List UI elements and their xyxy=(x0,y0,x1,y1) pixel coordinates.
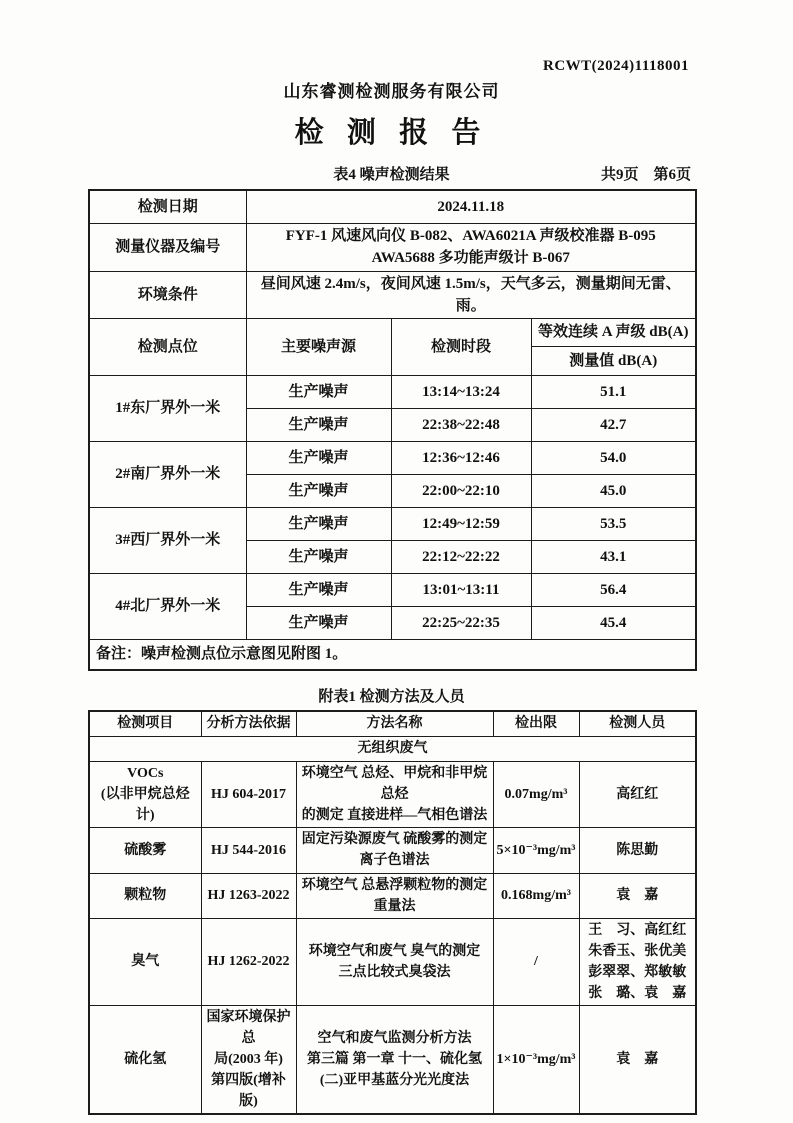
noise-table xyxy=(88,189,697,671)
report-title: 检 测 报 告 xyxy=(294,117,489,149)
noise-value-cell: 53.5 xyxy=(531,507,696,540)
basis-line: 局(2003 年) xyxy=(214,1051,283,1067)
noise-value-cell: 45.4 xyxy=(531,606,696,639)
instruments-line-2: AWA5688 多功能声级计 B-067 xyxy=(371,250,570,266)
noise-header-level-sub: 测量值 dB(A) xyxy=(531,346,696,375)
methods-basis-cell: HJ 1262-2022 xyxy=(201,918,296,1005)
methods-row xyxy=(89,873,696,918)
noise-value-cell: 51.1 xyxy=(531,375,696,408)
noise-source-cell: 生产噪声 xyxy=(246,573,391,606)
methods-method-cell xyxy=(296,918,493,1005)
method-line: 固定污染源废气 硫酸雾的测定 xyxy=(301,832,488,847)
noise-source-cell: 生产噪声 xyxy=(246,606,391,639)
info-value-date: 2024.11.18 xyxy=(246,190,696,223)
personnel-line: 彭翠翠、郑敏敏 xyxy=(588,964,687,980)
methods-header-method: 方法名称 xyxy=(296,711,493,736)
personnel-line: 王 习、高红红 xyxy=(588,922,687,938)
noise-value-cell: 54.0 xyxy=(531,441,696,474)
methods-header-row xyxy=(89,711,696,736)
noise-point-cell: 3#西厂界外一米 xyxy=(89,507,246,573)
methods-row xyxy=(89,761,696,827)
methods-basis-cell: HJ 544-2016 xyxy=(201,827,296,873)
noise-source-cell: 生产噪声 xyxy=(246,408,391,441)
noise-point-cell: 4#北厂界外一米 xyxy=(89,573,246,639)
methods-limit-cell: 0.07mg/m³ xyxy=(493,761,579,827)
noise-value-cell: 42.7 xyxy=(531,408,696,441)
methods-personnel-cell: 袁 嘉 xyxy=(579,1005,696,1114)
noise-period-cell: 22:38~22:48 xyxy=(391,408,531,441)
methods-limit-cell: 5×10⁻³mg/m³ xyxy=(493,827,579,873)
noise-header-point: 检测点位 xyxy=(89,318,246,375)
noise-header-row-1 xyxy=(89,318,696,346)
method-line: 重量法 xyxy=(373,898,416,914)
item-line: VOCs xyxy=(127,765,164,781)
methods-table-caption: 附表1 检测方法及人员 xyxy=(318,689,465,705)
noise-period-cell: 12:36~12:46 xyxy=(391,441,531,474)
personnel-line: 张 璐、袁 嘉 xyxy=(588,985,687,1001)
report-number: RCWT(2024)1118001 xyxy=(542,58,689,74)
methods-method-cell xyxy=(296,873,493,918)
noise-point-cell: 1#东厂界外一米 xyxy=(89,375,246,441)
page-count: 共9页 第6页 xyxy=(600,167,691,183)
methods-personnel-cell: 高红红 xyxy=(579,761,696,827)
noise-note: 备注：噪声检测点位示意图见附图 1。 xyxy=(89,639,696,670)
noise-row xyxy=(89,507,696,540)
methods-header-limit: 检出限 xyxy=(493,711,579,736)
noise-source-cell: 生产噪声 xyxy=(246,441,391,474)
noise-value-cell: 43.1 xyxy=(531,540,696,573)
table4-caption: 表4 噪声检测结果 xyxy=(333,167,450,183)
noise-row xyxy=(89,573,696,606)
noise-header-period: 检测时段 xyxy=(391,318,531,375)
methods-item-cell: 颗粒物 xyxy=(89,873,201,918)
basis-line: 国家环境保护总 xyxy=(206,1009,291,1046)
methods-limit-cell: 0.168mg/m³ xyxy=(493,873,579,918)
methods-header-item: 检测项目 xyxy=(89,711,201,736)
info-row-date xyxy=(89,190,696,223)
noise-period-cell: 12:49~12:59 xyxy=(391,507,531,540)
noise-header-level-group: 等效连续 A 声级 dB(A) xyxy=(531,318,696,346)
noise-period-cell: 13:01~13:11 xyxy=(391,573,531,606)
info-label-instruments: 测量仪器及编号 xyxy=(89,223,246,271)
methods-basis-cell xyxy=(201,1005,296,1114)
noise-period-cell: 22:00~22:10 xyxy=(391,474,531,507)
info-row-environment xyxy=(89,271,696,318)
methods-basis-cell: HJ 604-2017 xyxy=(201,761,296,827)
noise-source-cell: 生产噪声 xyxy=(246,375,391,408)
methods-limit-cell: 1×10⁻³mg/m³ xyxy=(493,1005,579,1114)
noise-source-cell: 生产噪声 xyxy=(246,507,391,540)
personnel-line: 朱香玉、张优美 xyxy=(588,943,687,959)
info-label-date: 检测日期 xyxy=(89,190,246,223)
methods-limit-cell: / xyxy=(493,918,579,1005)
basis-line: 第四版(增补版) xyxy=(211,1072,286,1109)
methods-item-cell: 硫化氢 xyxy=(89,1005,201,1114)
methods-personnel-cell: 袁 嘉 xyxy=(579,873,696,918)
methods-item-cell xyxy=(89,761,201,827)
method-line: 环境空气和废气 臭气的测定 xyxy=(308,943,481,959)
methods-method-cell xyxy=(296,761,493,827)
method-line: (二)亚甲基蓝分光光度法 xyxy=(319,1072,470,1088)
methods-table xyxy=(88,710,697,1115)
item-line: (以非甲烷总烃计) xyxy=(100,786,190,823)
info-row-instruments xyxy=(89,223,696,271)
noise-note-row xyxy=(89,639,696,670)
info-label-environment: 环境条件 xyxy=(89,271,246,318)
method-line: 三点比较式臭袋法 xyxy=(338,964,451,980)
instruments-line-1: FYF-1 风速风向仪 B-082、AWA6021A 声级校准器 B-095 xyxy=(285,228,656,244)
noise-value-cell: 45.0 xyxy=(531,474,696,507)
methods-header-basis: 分析方法依据 xyxy=(201,711,296,736)
methods-row xyxy=(89,918,696,1005)
methods-item-cell: 硫酸雾 xyxy=(89,827,201,873)
method-line: 的测定 直接进样—气相色谱法 xyxy=(301,807,488,823)
table4-caption-row xyxy=(88,163,695,185)
noise-point-cell: 2#南厂界外一米 xyxy=(89,441,246,507)
info-value-instruments xyxy=(246,223,696,271)
methods-section-row xyxy=(89,736,696,761)
noise-source-cell: 生产噪声 xyxy=(246,474,391,507)
method-line: 环境空气 总悬浮颗粒物的测定 xyxy=(301,877,488,893)
noise-row xyxy=(89,375,696,408)
noise-value-cell: 56.4 xyxy=(531,573,696,606)
noise-period-cell: 13:14~13:24 xyxy=(391,375,531,408)
noise-header-source: 主要噪声源 xyxy=(246,318,391,375)
methods-personnel-cell: 陈思勤 xyxy=(579,827,696,873)
method-line: 离子色谱法 xyxy=(359,853,430,868)
noise-period-cell: 22:12~22:22 xyxy=(391,540,531,573)
report-content xyxy=(88,58,695,1115)
method-line: 第三篇 第一章 十一、硫化氢 xyxy=(307,1051,482,1067)
methods-section-title: 无组织废气 xyxy=(89,736,696,761)
company-name: 山东睿测检测服务有限公司 xyxy=(283,82,500,101)
noise-row xyxy=(89,441,696,474)
method-line: 空气和废气监测分析方法 xyxy=(317,1030,472,1046)
noise-period-cell: 22:25~22:35 xyxy=(391,606,531,639)
methods-row xyxy=(89,1005,696,1114)
methods-method-cell xyxy=(296,1005,493,1114)
methods-method-cell xyxy=(296,827,493,873)
info-value-environment: 昼间风速 2.4m/s，夜间风速 1.5m/s，天气多云，测量期间无雷、雨。 xyxy=(246,271,696,318)
methods-header-personnel: 检测人员 xyxy=(579,711,696,736)
methods-basis-cell: HJ 1263-2022 xyxy=(201,873,296,918)
methods-item-cell: 臭气 xyxy=(89,918,201,1005)
noise-source-cell: 生产噪声 xyxy=(246,540,391,573)
methods-row xyxy=(89,827,696,873)
method-line: 环境空气 总烃、甲烷和非甲烷总烃 xyxy=(301,765,488,802)
methods-personnel-cell xyxy=(579,918,696,1005)
